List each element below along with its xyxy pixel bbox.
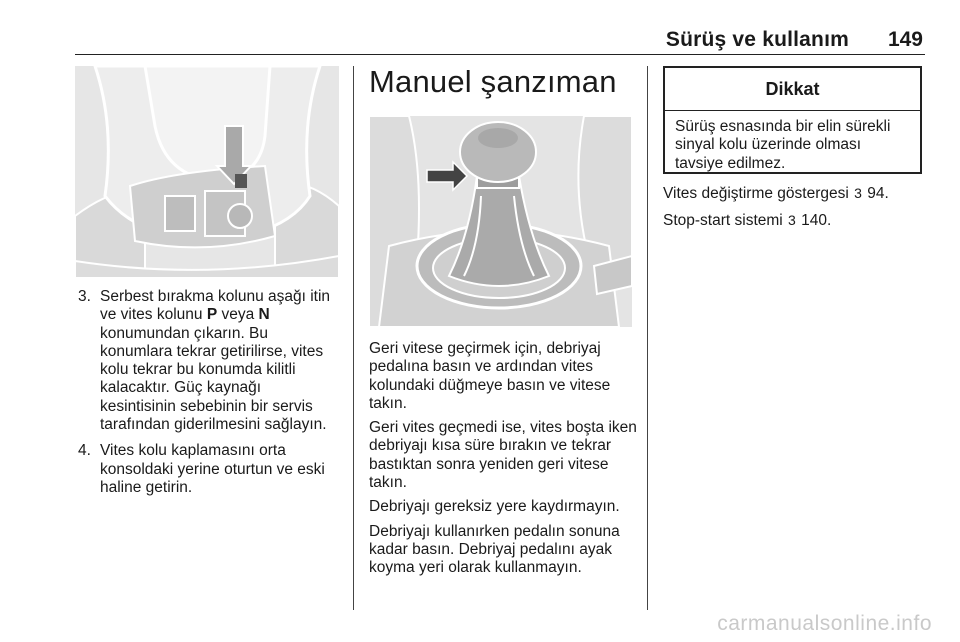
paragraph: Debriyajı kullanırken pedalın sonuna kadar basın. Debriyaj pedalını ayak koyma yeri olarak kullanmayın. — [369, 522, 620, 577]
position-n: N — [258, 306, 270, 324]
paragraph: Geri vites geçmedi ise, vites boşta iken debriyajı kısa süre bırakın ve tekrar bastıktan sonra yeniden geri vitese takın. — [369, 419, 637, 492]
step-number: 3. — [78, 288, 91, 305]
illustration-manual-gear-lever — [369, 116, 632, 327]
page-number: 149 — [887, 28, 923, 51]
position-p: P — [206, 306, 218, 324]
step-text: Serbest bırakma kolunu aşağı itin ve vites kolunu P veya N konumundan çıkarın. Bu konumlara tekrar getirilirse, vites kolu tekrar bu konumda kilitli kalacaktır. Güç kaynağı kesintisinin sebebinin bir servis tarafından giderilmesini sağlayın. — [100, 288, 331, 434]
watermark: carmanualsonline.info — [717, 612, 932, 635]
caution-box — [663, 66, 922, 174]
cross-reference-arrow-icon: 3 — [854, 185, 862, 201]
step-text: Vites kolu kaplamasını orta konsoldaki yerine oturtun ve eski haline getirin. — [100, 442, 325, 496]
instruction-steps — [78, 288, 340, 505]
manual-transmission-text — [369, 340, 637, 584]
column-divider-left — [353, 66, 354, 610]
section-title: Manuel şanzıman — [369, 64, 617, 99]
column-divider-right — [647, 66, 648, 610]
paragraph: Geri vitese geçirmek için, debriyaj pedalına basın ve ardından vites kolundaki düğmeye basın ve vitese takın. — [369, 340, 611, 412]
paragraph: Debriyajı gereksiz yere kaydırmayın. — [369, 498, 620, 516]
cross-references — [663, 184, 923, 239]
list-item — [78, 442, 340, 497]
caution-title: Dikkat — [665, 68, 920, 111]
page-header — [75, 28, 925, 55]
reference-page[interactable]: 140. — [801, 212, 832, 230]
reference-page[interactable]: 94. — [867, 185, 889, 202]
list-item — [78, 288, 340, 434]
caution-text: Sürüş esnasında bir elin sürekli sinyal kolu üzerinde olması tavsiye edilmez. — [675, 118, 891, 172]
illustration-selector-lever-release — [75, 66, 339, 278]
cross-reference-arrow-icon: 3 — [788, 212, 796, 229]
reference-line: Vites değiştirme göstergesi 3 94. — [663, 185, 889, 202]
reference-line: Stop-start sistemi 3 140. — [663, 212, 832, 230]
header-title: Sürüş ve kullanım — [665, 28, 849, 51]
step-number: 4. — [78, 442, 91, 460]
